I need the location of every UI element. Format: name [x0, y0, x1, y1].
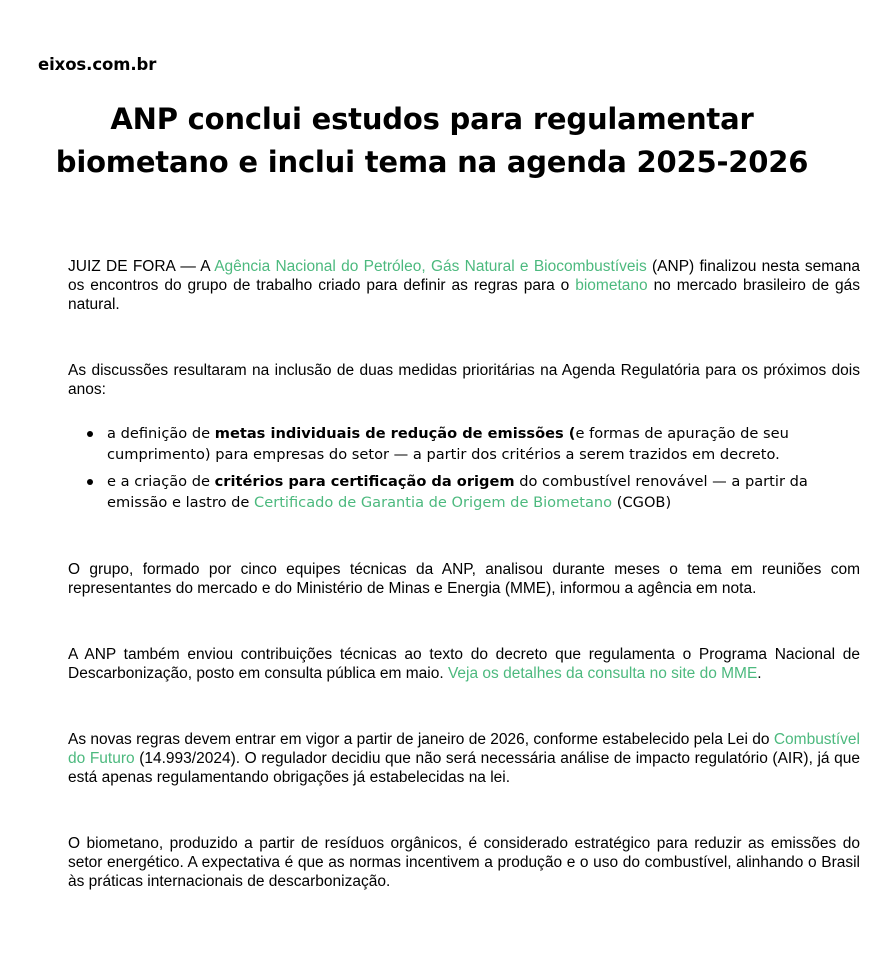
intro-text-2: (ANP) finalizou nesta semana os encontros do grupo de trabalho criado para definir as regras para o	[68, 258, 860, 294]
intro-text-1: JUIZ DE FORA — A	[68, 258, 215, 275]
combustivel-futuro-link[interactable]: Combustível do Futuro	[68, 731, 860, 767]
bullet-2-text-3: (CGOB)	[612, 494, 672, 511]
paragraph-new-rules	[68, 730, 860, 787]
bullet-2-text-1: e a criação de	[107, 473, 215, 490]
list-item-emission-targets	[107, 423, 860, 465]
intro-text-3: no mercado brasileiro de gás natural.	[68, 277, 860, 313]
paragraph-discussions: As discussões resultaram na inclusão de duas medidas prioritárias na Agenda Regulatória para os próximos dois anos:	[68, 362, 860, 398]
decree-text-1: A ANP também enviou contribuições técnicas ao texto do decreto que regulamenta o Programa Nacional de Descarbonização, posto em consulta pública em maio.	[68, 646, 860, 682]
paragraph-working-group: O grupo, formado por cinco equipes técnicas da ANP, analisou durante meses o tema em reuniões com representantes do mercado e do Ministério de Minas e Energia (MME), informou a agência em nota.	[68, 561, 860, 597]
article-title: ANP conclui estudos para regulamentar biometano e inclui tema na agenda 2025-2026	[55, 102, 809, 179]
paragraph-decree	[68, 645, 860, 683]
list-item-origin-certification	[107, 471, 860, 513]
rules-text-1: As novas regras devem entrar em vigor a partir de janeiro de 2026, conforme estabelecido pela Lei do	[68, 731, 774, 748]
anp-link[interactable]: Agência Nacional do Petróleo, Gás Natural e Biocombustíveis	[214, 258, 647, 275]
paragraph-biometano-strategic: O biometano, produzido a partir de resíduos orgânicos, é considerado estratégico para reduzir as emissões do setor energético. A expectativa é que as normas incentivem a produção e o uso do combustível, alinhando o Brasil às práticas internacionais de descarbonização.	[68, 835, 860, 890]
site-domain: eixos.com.br	[38, 55, 157, 74]
bullet-1-text-2: e formas de apuração de seu cumprimento) para empresas do setor — a partir dos critérios a serem trazidos em decreto.	[107, 425, 789, 463]
mme-consultation-link[interactable]: Veja os detalhes da consulta no site do MME	[447, 665, 758, 682]
bullet-2-bold: critérios para certificação da origem	[214, 473, 515, 490]
bullet-1-bold: metas individuais de redução de emissões (	[214, 425, 576, 442]
article-body	[68, 257, 860, 891]
bullet-1-text-1: a definição de	[107, 425, 215, 442]
priority-measures-list	[68, 423, 860, 513]
paragraph-intro	[68, 257, 860, 314]
cgob-link[interactable]: Certificado de Garantia de Origem de Biometano	[254, 494, 613, 511]
bullet-2-text-2: do combustível renovável — a partir da emissão e lastro de	[107, 473, 808, 511]
decree-text-2: .	[757, 665, 762, 682]
biometano-link[interactable]: biometano	[575, 277, 648, 294]
rules-text-2: (14.993/2024). O regulador decidiu que não será necessária análise de impacto regulatório (AIR), já que está apenas regulamentando obrigações já estabelecidas na lei.	[68, 750, 860, 786]
